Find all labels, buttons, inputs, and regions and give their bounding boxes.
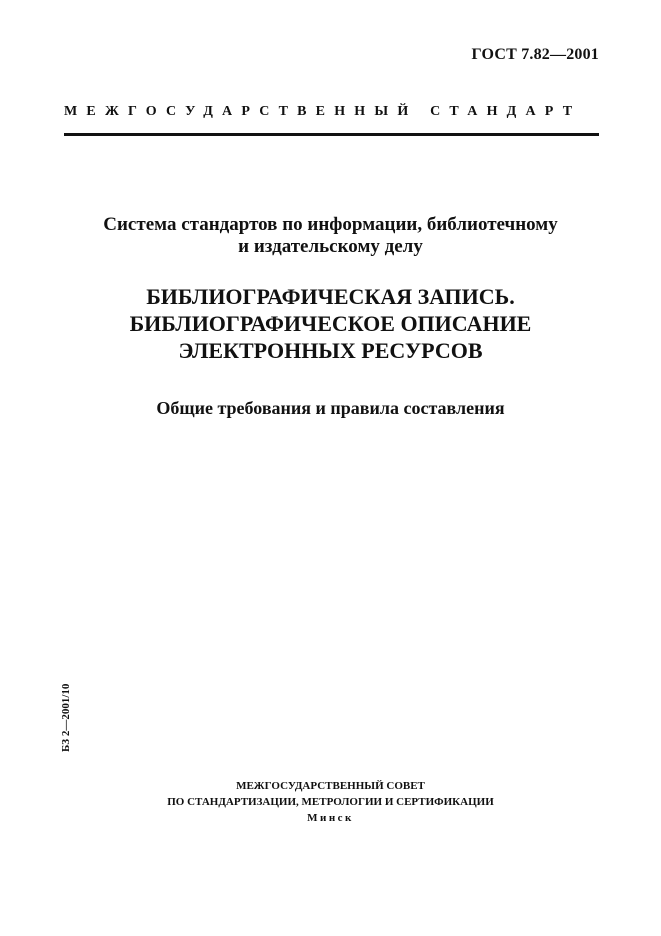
standard-type: МЕЖГОСУДАРСТВЕННЫЙ СТАНДАРТ	[64, 104, 582, 119]
main-title	[0, 283, 661, 364]
publisher-city: Минск	[307, 812, 354, 824]
series-title-line-2: и издательскому делу	[238, 236, 423, 257]
main-title-line-2: БИБЛИОГРАФИЧЕСКОЕ ОПИСАНИЕ	[129, 311, 532, 336]
publisher-line-2: ПО СТАНДАРТИЗАЦИИ, МЕТРОЛОГИИ И СЕРТИФИКАЦИИ	[167, 796, 494, 808]
header-rule	[64, 133, 599, 136]
series-title-line-1: Система стандартов по информации, библиотечному	[103, 214, 558, 235]
subtitle: Общие требования и правила составления	[156, 398, 505, 418]
main-title-line-3: ЭЛЕКТРОННЫХ РЕСУРСОВ	[178, 338, 483, 363]
gost-number: ГОСТ 7.82—2001	[471, 46, 599, 63]
series-title	[0, 214, 661, 258]
side-code: БЗ 2—2001/10	[60, 683, 72, 752]
publisher	[0, 778, 661, 826]
main-title-line-1: БИБЛИОГРАФИЧЕСКАЯ ЗАПИСЬ.	[146, 284, 515, 309]
publisher-line-1: МЕЖГОСУДАРСТВЕННЫЙ СОВЕТ	[236, 780, 425, 792]
